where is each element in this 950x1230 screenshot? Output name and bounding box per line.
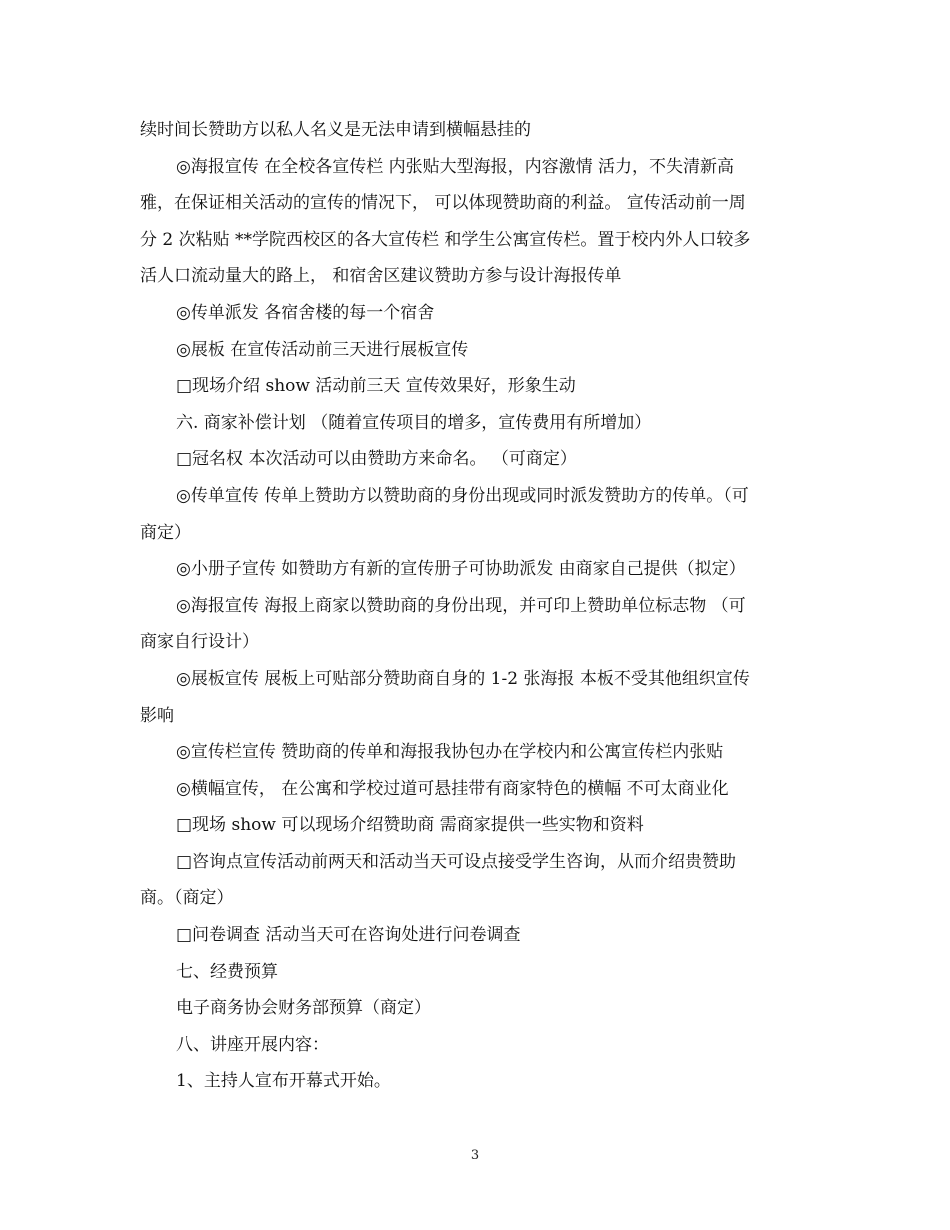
text-line: ◎横幅宣传， 在公寓和学校过道可悬挂带有商家特色的横幅 不可太商业化	[176, 778, 729, 799]
text-line: 电子商务协会财务部预算（商定）	[176, 998, 431, 1019]
text-line: 商家自行设计）	[140, 632, 259, 653]
page-number: 3	[470, 1148, 480, 1163]
text-line: ◎海报宣传 在全校各宣传栏 内张贴大型海报，内容激情 活力，不失清新高	[176, 156, 735, 177]
text-line: 影响	[140, 705, 174, 726]
text-line: □现场介绍 show 活动前三天 宣传效果好，形象生动	[176, 376, 576, 397]
text-line: ◎宣传栏宣传 赞助商的传单和海报我协包办在学校内和公寓宣传栏内张贴	[176, 742, 724, 763]
text-line: 雅，在保证相关活动的宣传的情况下， 可以体现赞助商的利益。 宣传活动前一周	[140, 193, 746, 214]
document-body	[140, 112, 812, 1100]
text-line: ◎展板 在宣传活动前三天进行展板宣传	[176, 339, 469, 360]
text-line: 六. 商家补偿计划 （随着宣传项目的增多，宣传费用有所增加）	[176, 412, 652, 433]
text-line: ◎小册子宣传 如赞助方有新的宣传册子可协助派发 由商家自己提供（拟定）	[176, 559, 746, 580]
text-line: 商定）	[140, 522, 191, 543]
text-line: 活人口流动量大的路上， 和宿舍区建议赞助方参与设计海报传单	[140, 266, 622, 287]
text-line: 1、主持人宣布开幕式开始。	[176, 1071, 391, 1092]
text-line: ◎传单宣传 传单上赞助方以赞助商的身份出现或同时派发赞助方的传单。（可	[176, 485, 749, 506]
text-line: 七、经费预算	[176, 961, 278, 982]
text-line: 分 2 次粘贴 **学院西校区的各大宣传栏 和学生公寓宣传栏。置于校内外人口较多	[140, 229, 751, 250]
text-line: 八、讲座开展内容：	[176, 1034, 329, 1055]
text-line: 商。（商定）	[140, 888, 234, 909]
text-line: 续时间长赞助方以私人名义是无法申请到横幅悬挂的	[140, 120, 531, 140]
text-line: □问卷调查 活动当天可在咨询处进行问卷调查	[176, 925, 521, 946]
text-line: □现场 show 可以现场介绍赞助商 需商家提供一些实物和资料	[176, 815, 644, 836]
text-line: □咨询点宣传活动前两天和活动当天可设点接受学生咨询，从而介绍贵赞助	[176, 851, 737, 872]
text-line: ◎传单派发 各宿舍楼的每一个宿舍	[176, 302, 435, 323]
text-line: ◎海报宣传 海报上商家以赞助商的身份出现，并可印上赞助单位标志物 （可	[176, 595, 746, 616]
text-line: □冠名权 本次活动可以由赞助方来命名。 （可商定）	[176, 449, 577, 470]
text-line: ◎展板宣传 展板上可贴部分赞助商自身的 1-2 张海报 本板不受其他组织宣传	[176, 668, 750, 689]
